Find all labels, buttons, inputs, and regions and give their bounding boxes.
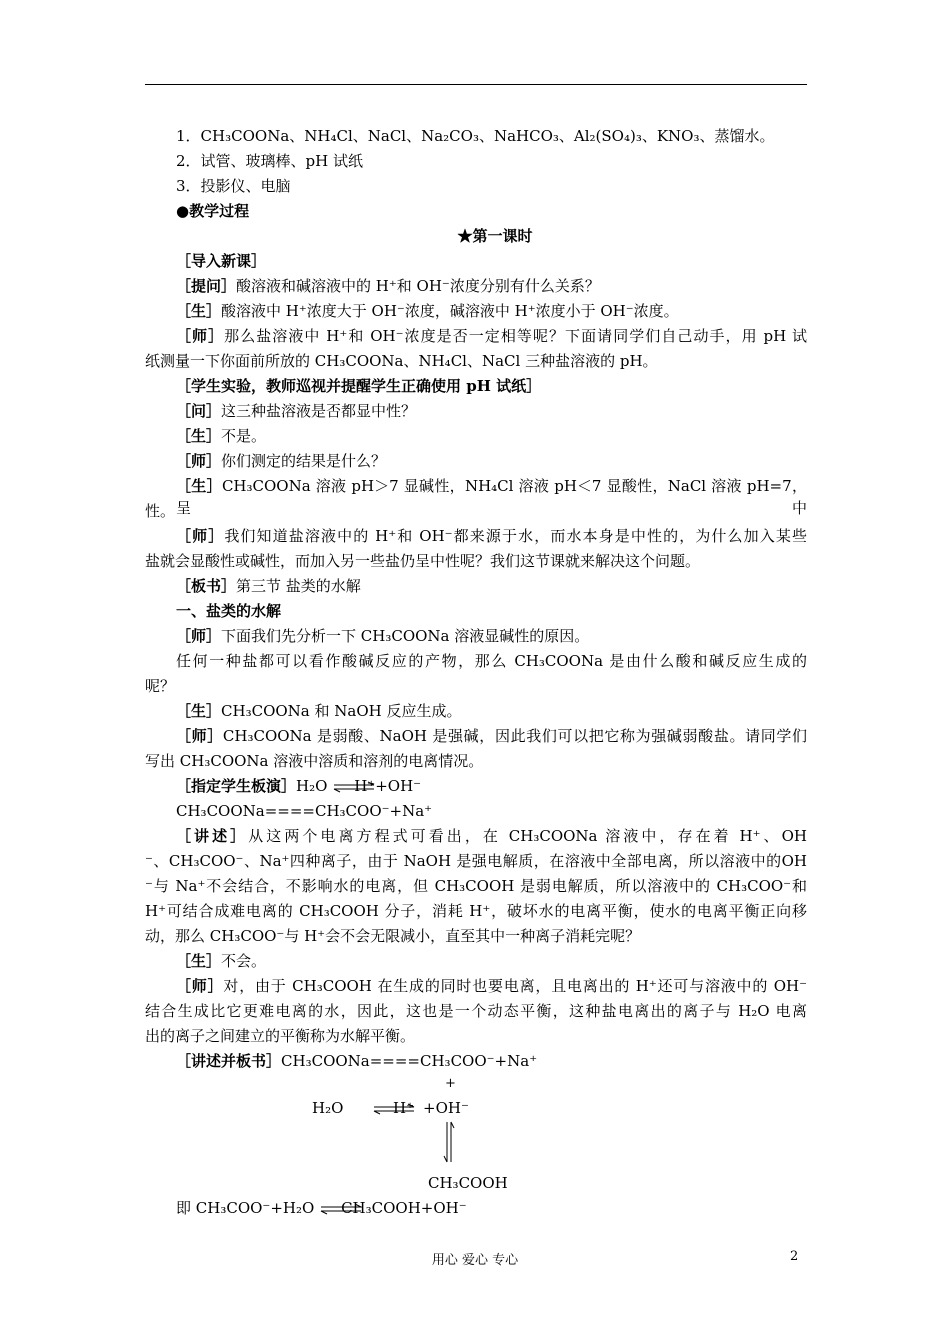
water-label: H₂O: [312, 1099, 344, 1117]
hydrolysis-equation: 即 CH₃COO⁻+H₂O CH₃COOH+OH⁻: [176, 1199, 467, 1217]
student-answer-3a: ［生］CH₃COONa 溶液 pH＞7 显碱性，NH₄Cl 溶液 pH＜7 显酸性，NaCl 溶液 pH=7，呈中: [176, 477, 807, 517]
student-answer-2: ［生］不是。: [176, 427, 267, 445]
question-1: ［提问］酸溶液和碱溶液中的 H⁺和 OH⁻浓度分别有什么关系？: [176, 277, 600, 295]
student-answer-4: ［生］CH₃COONa 和 NaOH 反应生成。: [176, 702, 462, 720]
student-answer-5: ［生］不会。: [176, 952, 267, 970]
teacher-line-1b: 纸测量一下你面前所放的 CH₃COONa、NH₄Cl、NaCl 三种盐溶液的 pH。: [145, 352, 658, 370]
lesson-title: ★第一课时: [457, 227, 533, 245]
equilibrium-arrow-icon: [319, 1203, 363, 1215]
teacher-line-1a: ［师］那么盐溶液中 H⁺和 OH⁻浓度是否一定相等呢？下面请同学们自己动手，用 pH 试: [176, 327, 807, 345]
lecture-line-d: H⁺可结合成难电离的 CH₃COOH 分子，消耗 H⁺，破坏水的电离平衡，使水的电离平衡正向移: [145, 902, 807, 920]
vertical-equilibrium-arrow-icon: [441, 1120, 457, 1166]
blackboard-line: ［板书］第三节 盐类的水解: [176, 577, 361, 595]
lecture-board-equation: ［讲述并板书］CH₃COONa====CH₃COO⁻+Na⁺: [176, 1052, 538, 1070]
teacher-line-6b: 结合生成比它更难电离的水，因此，这也是一个动态平衡，这种盐电离出的离子与 H₂O 电离: [145, 1002, 807, 1020]
lecture-line-c: ⁻与 Na⁺不会结合，不影响水的电离，但 CH₃COOH 是弱电解质，所以溶液中的 CH₃COO⁻和: [145, 877, 807, 895]
lecture-line-e: 动，那么 CH₃COO⁻与 H⁺会不会无限减小，直至其中一种离子消耗完呢？: [145, 927, 641, 945]
student-answer-1: ［生］酸溶液中 H⁺浓度大于 OH⁻浓度，碱溶液中 H⁺浓度小于 OH⁻浓度。: [176, 302, 679, 320]
plus-sign: +: [445, 1076, 456, 1091]
teacher-line-2: ［师］你们测定的结果是什么？: [176, 452, 387, 470]
hydroxide-ion: +OH⁻: [423, 1099, 469, 1117]
teacher-line-5b: 写出 CH₃COONa 溶液中溶质和溶剂的电离情况。: [145, 752, 484, 770]
lecture-line-b: ⁻、CH₃COO⁻、Na⁺四种离子，由于 NaOH 是强电解质，在溶液中全部电离，所以溶液中的OH: [145, 852, 807, 870]
student-demo-equation: ［指定学生板演］H₂O H⁺+OH⁻: [176, 777, 422, 795]
teacher-line-3b: 盐就会显酸性或碱性，而加入另一些盐仍呈中性呢？我们这节课就来解决这个问题。: [145, 552, 701, 570]
section-heading-hydrolysis: 一、盐类的水解: [176, 602, 282, 620]
intro-heading: ［导入新课］: [176, 252, 267, 270]
materials-item-3: 3．投影仪、电脑: [176, 177, 291, 195]
teacher-line-3a: ［师］我们知道盐溶液中的 H⁺和 OH⁻都来源于水，而水本身是中性的，为什么加入某些: [176, 527, 807, 545]
equilibrium-arrow-icon: [332, 781, 376, 793]
ionization-equation: CH₃COONa====CH₃COO⁻+Na⁺: [176, 802, 433, 820]
lecture-line-a: ［讲述］从这两个电离方程式可看出，在 CH₃COONa 溶液中，存在着 H⁺、OH: [176, 827, 807, 845]
section-heading-process: ●教学过程: [176, 202, 250, 220]
teacher-line-4: ［师］下面我们先分析一下 CH₃COONa 溶液显碱性的原因。: [176, 627, 590, 645]
materials-item-2: 2．试管、玻璃棒、pH 试纸: [176, 152, 363, 170]
student-experiment: ［学生实验，教师巡视并提醒学生正确使用 pH 试纸］: [176, 377, 542, 395]
student-answer-3b: 性。: [145, 502, 176, 520]
paragraph-1a: 任何一种盐都可以看作酸碱反应的产物，那么 CH₃COONa 是由什么酸和碱反应生成的: [176, 652, 807, 670]
page-number: 2: [790, 1249, 799, 1264]
teacher-line-6a: ［师］对，由于 CH₃COOH 在生成的同时也要电离，且电离出的 H⁺还可与溶液中的 OH⁻: [176, 977, 807, 995]
header-rule: [145, 84, 807, 85]
teacher-line-5a: ［师］CH₃COONa 是弱酸、NaOH 是强碱，因此我们可以把它称为强碱弱酸盐。请同学们: [176, 727, 807, 745]
page-footer: 用心 爱心 专心: [431, 1253, 519, 1268]
materials-item-1: 1．CH₃COONa、NH₄Cl、NaCl、Na₂CO₃、NaHCO₃、Al₂(SO₄)₃、KNO₃、蒸馏水。: [176, 127, 775, 145]
teacher-line-6c: 出的离子之间建立的平衡称为水解平衡。: [145, 1027, 416, 1045]
acetic-acid-label: CH₃COOH: [428, 1174, 508, 1192]
question-2: ［问］这三种盐溶液是否都显中性？: [176, 402, 417, 420]
hydrogen-ion: H⁺: [393, 1099, 414, 1117]
paragraph-1b: 呢？: [145, 677, 176, 695]
